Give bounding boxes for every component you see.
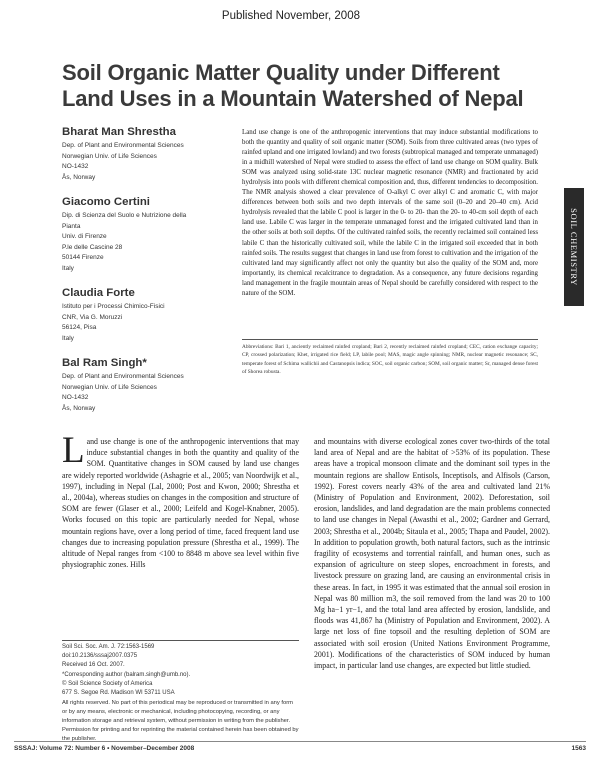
abstract: Land use change is one of the anthropogenic interventions that may induce substantial modifications to both the quantity and quality of soil organic matter (SOM). Soils from three cultivated areas (two types of rainfed upland and one irrigated lowland) and two forests (subtropical managed and temperate unmanaged) in a midhill watershed of Nepal were studied to assess the effect of land use change on SOM quality. Bulk SOM was analyzed using solid-state 13C nuclear magnetic resonance (NMR) and fractionated by acid hydrolysis into pools with different chemical composition and, thus, different tendencies to decomposition. The NMR analysis showed a clear prevalence of O-alkyl C over alkyl C and aromatic C, with major differences between both soils and two depth intervals of the same soil (0–20 and 20–40 cm). Acid hydrolysis revealed that the labile C pool is larger in the 0- to 20- than the 20- to 40-cm soil depth of each land use. Labile C was larger in the temperate unmanaged forest and the irrigated cultivated land than in the other soils at both soil depths. Of the cultivated rainfed soils, the recently reclaimed soil contained less labile C than the historically cultivated soil, while the labile C in the irrigated soil exceeded that in both rainfed soils. The results suggest that changes in land use from forest to cultivation and the irrigation of the cultivated land may significantly affect not only the quantity but also the quality of the SOM and, more importantly, its chemical recalcitrance to degradation. As a consequence, any future decisions regarding land management in the fragile mountain areas of Nepal should be carefully considered with respect to the nature of the SOM. xyxy=(242,129,538,297)
author-block xyxy=(62,357,232,414)
author-affiliation xyxy=(62,372,232,414)
body-column-2: and mountains with diverse ecological zones cover two-thirds of the total land area of Nepal and are the habitat of >53% of its population. These areas have a tropical monsoon climate and the dominant soil types in the mountain regions are shallow Entisols, Inceptisols, and Alfisols (Carson, 1992). Forest covers nearly 43% of the area and cultivated land 21% (Ministry of Population and Environment, 2002). Deforestation, soil erosion, landslides, and land degradation are the main problems connected to land use changes in Nepal (Awasthi et al., 2002; Gardner and Gerrard, 2003; Shrestha et al., 2004b; Sitaula et al., 2005; Thapa and Paudel, 2002). In addition to population growth, both natural factors, such as the intrinsic fragility of ecosystems and torrential rainfall, and human ones, such as expansion of agriculture on steep slopes, encroachment in forests, and livestock pressure on grazing land, are causing an environmental crisis in these areas. In fact, in 1995 it was estimated that the annual soil erosion in Nepal was 80 million m3, the soil removed from the land was 20 to 100 Mg ha−1 yr−1, and the total land area affected by erosion, landslide, and floods was 41,867 ha (Ministry of Population and Environment, 2002). A large net loss of fine topsoil and the resulting depletion of SOM are associated with soil erosion (United Nations Environment Programme, 2001). Modifications of the characteristics of SOM induced by human impact, in particular land use changes, are expected but little studied. xyxy=(314,437,550,671)
author-name: Giacomo Certini xyxy=(62,196,150,208)
author-affiliation xyxy=(62,211,232,274)
author-affiliation xyxy=(62,141,232,183)
side-tab-label: SOIL CHEMISTRY xyxy=(569,208,579,286)
title-line-2: Land Uses in a Mountain Watershed of Nepal xyxy=(62,86,524,111)
meta-line: *Corresponding author (balram.singh@umb.no). xyxy=(62,671,191,678)
affiliation-line: Norwegian Univ. of Life Sciences xyxy=(62,383,157,391)
author-name: Bal Ram Singh* xyxy=(62,357,147,369)
article-title xyxy=(62,60,542,112)
affiliation-line: NO-1432 xyxy=(62,394,89,401)
affiliation-line: Ås, Norway xyxy=(62,404,96,412)
affiliation-line: 50144 Firenze xyxy=(62,254,104,261)
meta-line: Soil Sci. Soc. Am. J. 72:1563-1569 xyxy=(62,644,155,650)
page-number: 1563 xyxy=(571,745,586,752)
author-name: Claudia Forte xyxy=(62,287,135,299)
author-block xyxy=(62,287,232,344)
affiliation-line: Dep. of Plant and Environmental Sciences xyxy=(62,373,184,380)
body-column-1 xyxy=(62,430,299,570)
meta-line: 677 S. Segoe Rd. Madison WI 53711 USA xyxy=(62,690,175,697)
page-footer xyxy=(14,741,586,752)
affiliation-line: Italy xyxy=(62,264,74,272)
published-date: Published November, 2008 xyxy=(221,10,360,22)
affiliation-line: NO-1432 xyxy=(62,163,89,170)
meta-line: Received 16 Oct. 2007. xyxy=(62,662,125,669)
author-block xyxy=(62,126,232,183)
affiliation-line: Norwegian Univ. of Life Sciences xyxy=(62,152,157,160)
article-metadata xyxy=(62,640,299,744)
section-side-tab xyxy=(564,188,584,306)
author-name: Bharat Man Shrestha xyxy=(62,126,176,138)
body-text-1: and use change is one of the anthropogenic interventions that may induce substantial changes in both the quantity and quality of the SOM. Quantitative changes in SOM caused by land use changes are widely reported worldwide (Ashagrie et al., 2005; van Noordwijk et al., 1997), including in Nepal (Lal, 2000; Post and Kwon, 2000; Shrestha et al., 2004a), whereas studies on changes in the composition and structure of SOM are fewer (Glaser et al., 2000; Leifeld and Kogel-Knabner, 2005). Works focused on this topic are particularly needed for Nepal, whose mountain regions have, over a long period of time, faced frequent land use changes due to increasing population pressure (Shrestha et al., 1999). The altitude of Nepal ranges from <100 to 8848 m above sea level within five physiographic zones. Hills xyxy=(62,437,299,570)
author-block xyxy=(62,196,232,274)
meta-line: doi:10.2136/sssaj2007.0375 xyxy=(62,653,138,660)
affiliation-line: Dep. of Plant and Environmental Sciences xyxy=(62,142,184,149)
drop-cap: L xyxy=(62,430,85,471)
affiliation-line: Dip. di Scienza del Suolo e Nutrizione della xyxy=(62,212,187,219)
affiliation-line: Univ. di Firenze xyxy=(62,233,107,240)
title-line-1: Soil Organic Matter Quality under Different xyxy=(62,60,500,85)
affiliation-line: CNR, Via G. Moruzzi xyxy=(62,313,123,321)
rights-notice: All rights reserved. No part of this periodical may be reproduced or transmitted in any form or by any means, electronic or mechanical, including photocopying, recording, or any information storage and retrieval system, without permission in writing from the publisher. Permission for printing and for reprinting the material contained herein has been obtained by the publisher. xyxy=(62,700,299,743)
author-affiliation xyxy=(62,302,232,344)
abbreviations: Abbreviations: Bari 1, anciently reclaimed rainfed cropland; Bari 2, recently reclaimed rainfed cropland; CEC, cation exchange capacity; CP, crossed polarization; Khet, irrigated rice field; LP, labile pool; MAS, magic angle spinning; NMR, nuclear magnetic resonance; SC, temperate forest of Schima wallichii and Castanopsis indica; SOC, soil organic carbon; SOM, soil organic matter; Sr, managed dense forest of Shorea robusta. xyxy=(242,339,538,376)
affiliation-line: 56124, Pisa xyxy=(62,324,97,331)
affiliation-line: Italy xyxy=(62,334,74,342)
affiliation-line: Istituto per i Processi Chimico-Fisici xyxy=(62,303,165,310)
journal-issue: SSSAJ: Volume 72: Number 6 • November–December 2008 xyxy=(14,745,195,752)
affiliation-line: P.le delle Cascine 28 xyxy=(62,243,123,251)
author-list xyxy=(62,126,232,427)
meta-line: © Soil Science Society of America xyxy=(62,680,153,687)
affiliation-line: Ås, Norway xyxy=(62,173,96,181)
affiliation-line: Pianta xyxy=(62,222,81,230)
